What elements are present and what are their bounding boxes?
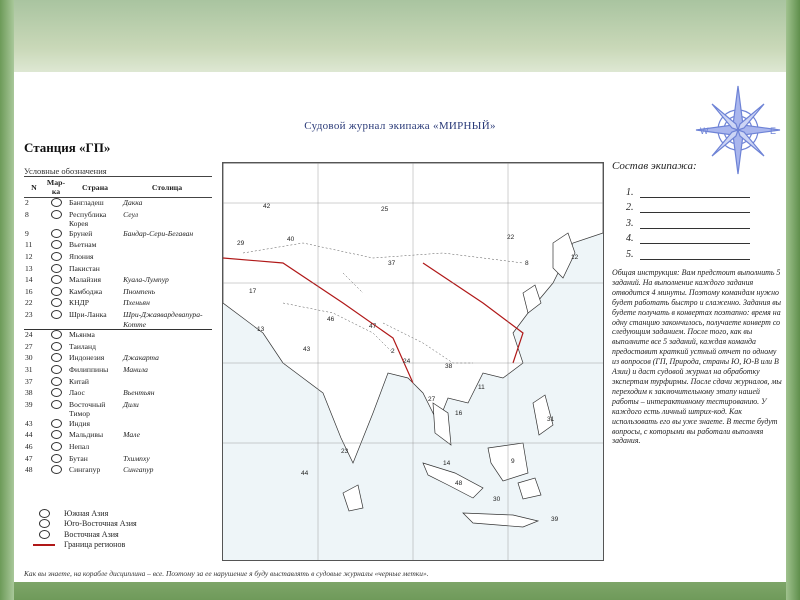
marker-circle-icon[interactable] [51, 365, 62, 374]
marker-circle-icon[interactable] [51, 454, 62, 463]
crew-line[interactable]: 2. [626, 198, 750, 214]
row-number: 8 [25, 209, 29, 219]
row-number: 16 [25, 286, 33, 296]
row-number: 48 [25, 465, 33, 475]
row-capital [122, 240, 212, 252]
header-n: N [24, 177, 44, 198]
row-marker [44, 419, 68, 431]
table-row [24, 342, 212, 354]
row-number: 9 [25, 228, 29, 238]
row-capital [122, 342, 212, 354]
worksheet [14, 72, 786, 582]
row-number: 27 [25, 341, 33, 351]
crew-list [626, 182, 750, 260]
row-country: Индонезия [69, 353, 105, 363]
row-marker [44, 465, 68, 477]
row-country: Республика Корея [69, 209, 107, 229]
row-country: Мальдивы [69, 430, 104, 440]
marker-circle-icon[interactable] [51, 419, 62, 428]
background-right [786, 0, 800, 600]
row-capital [122, 442, 212, 454]
map-label: 48 [455, 480, 463, 487]
general-instructions: Общая инструкция: Вам предстоит выполнить 5 заданий. На выполнение каждого задания отводится 4 минуты. Поэтому командам нужно будет работать быстро и слаженно. Задания вы будете получать в конвертах поэтапно: время на одну станцию закончилось, получаете конверт со следующим заданием. После того, как вы выполните все 5 заданий, каждая команда предоставит краткий устный отчет по одному из вопросов (ГП, Природа, страны Ю, Ю-В или В Азии) и даст судовой журнал на обработку экспертам турфирмы. После сдачи журналов, мы переходим к заключительному этапу нашей работы – интерактивному тестированию. У каждого есть личный штрих-код. Как использовать его вы уже знаете. В тесте будут вопросы, с которыми вы работали выполняя задания. [612, 268, 782, 446]
marker-circle-icon[interactable] [51, 264, 62, 273]
row-number: 43 [25, 418, 33, 428]
map-label: 43 [303, 346, 311, 353]
row-country: Китай [69, 376, 89, 386]
crew-line[interactable]: 5. [626, 244, 750, 260]
row-marker [44, 229, 68, 241]
table-row [24, 275, 212, 287]
row-marker [44, 252, 68, 264]
marker-circle-icon[interactable] [51, 400, 62, 409]
row-country: Восточный Тимор [69, 399, 106, 419]
marker-circle-icon[interactable] [51, 287, 62, 296]
marker-circle-icon[interactable] [51, 465, 62, 474]
table-row [24, 264, 212, 276]
row-number: 14 [25, 275, 33, 285]
table-row [24, 419, 212, 431]
map-label: 22 [507, 234, 515, 241]
row-capital: Дакка [123, 198, 143, 207]
map-label: 13 [257, 326, 265, 333]
map-label: 46 [327, 316, 335, 323]
row-marker [44, 388, 68, 400]
row-number: 24 [24, 330, 44, 342]
map-label: 14 [443, 460, 451, 467]
table-row [24, 310, 212, 330]
row-country: Бруней [69, 228, 93, 238]
row-number: 11 [25, 240, 33, 250]
row-country: Таиланд [69, 341, 96, 351]
map-label: 47 [369, 323, 377, 330]
row-marker [44, 298, 68, 310]
header-country: Страна [68, 177, 122, 198]
table-row [24, 465, 212, 477]
map-label: 42 [263, 203, 271, 210]
map-label: 24 [403, 358, 411, 365]
marker-circle-icon[interactable] [51, 310, 62, 319]
row-country: Вьетнам [69, 240, 97, 250]
marker-circle-icon[interactable] [51, 240, 62, 249]
row-capital [122, 252, 212, 264]
marker-circle-icon[interactable] [39, 530, 50, 539]
row-number: 22 [25, 298, 33, 308]
table-row [24, 377, 212, 389]
row-number: 2 [25, 198, 29, 207]
marker-circle-icon[interactable] [51, 252, 62, 261]
row-capital: Бандар-Сери-Бегаван [123, 228, 194, 238]
map-label: 37 [388, 260, 396, 267]
table-row [24, 430, 212, 442]
table-row [24, 252, 212, 264]
row-capital [122, 377, 212, 389]
marker-circle-icon[interactable] [51, 229, 62, 238]
row-marker [44, 454, 68, 466]
footer-note: Как вы знаете, на корабле дисциплина – все. Поэтому за ее нарушение я буду выставлять в судовые журналы «черные метки». [24, 569, 429, 578]
row-number: 30 [25, 353, 33, 363]
header-capital: Столица [122, 177, 212, 198]
marker-circle-icon[interactable] [51, 353, 62, 362]
row-capital: Джакарта [123, 353, 159, 363]
legend-south-asia: Южная Азия [24, 508, 214, 519]
row-capital: Куала-Лумпур [123, 275, 169, 285]
map-label: 38 [445, 363, 453, 370]
background-left [0, 0, 14, 600]
table-row [24, 330, 212, 342]
map-label: 12 [571, 254, 579, 261]
row-capital [122, 330, 212, 342]
row-country: Бангладеш [69, 198, 104, 207]
row-number: 46 [25, 442, 33, 452]
row-marker [44, 342, 68, 354]
station-title: Станция «ГП» [24, 140, 111, 155]
row-country: Пакистан [69, 263, 100, 273]
row-country: Лаос [69, 388, 85, 398]
crew-heading: Состав экипажа: [612, 160, 697, 172]
marker-circle-icon[interactable] [51, 330, 62, 339]
row-marker [44, 365, 68, 377]
map-label: 17 [249, 288, 257, 295]
row-number: 13 [25, 263, 33, 273]
row-marker [44, 240, 68, 252]
row-country: Индия [69, 418, 90, 428]
map-label: 2 [391, 348, 395, 355]
table-row [24, 287, 212, 299]
row-number: 47 [25, 453, 33, 463]
map-label: 8 [525, 260, 529, 267]
table-row [24, 400, 212, 419]
row-number: 23 [25, 309, 33, 319]
map-label: 40 [287, 236, 295, 243]
map-label: 39 [551, 516, 559, 523]
marker-circle-icon[interactable] [51, 198, 62, 207]
row-marker [44, 275, 68, 287]
row-number: 37 [25, 376, 33, 386]
row-capital: Дили [123, 399, 139, 409]
marker-circle-icon[interactable] [51, 442, 62, 451]
marker-circle-icon[interactable] [51, 275, 62, 284]
table-row [24, 240, 212, 252]
legend-border: Граница регионов [24, 540, 214, 551]
marker-circle-icon[interactable] [51, 210, 62, 219]
row-capital: Манила [123, 364, 148, 374]
page-title: Судовой журнал экипажа «МИРНЫЙ» [304, 120, 496, 132]
marker-circle-icon[interactable] [51, 430, 62, 439]
compass-west-label: W [700, 126, 709, 136]
countries-table [24, 176, 212, 477]
row-marker [44, 400, 68, 419]
map-label: 27 [428, 396, 436, 403]
row-capital: Вьентьян [123, 388, 155, 398]
row-marker [44, 198, 68, 210]
row-capital: Шри-Джаявардевапура-Котте [123, 309, 203, 329]
row-country: Мьянма [68, 330, 122, 342]
row-number: 31 [25, 364, 33, 374]
row-capital [122, 264, 212, 276]
row-capital: Пхеньян [123, 298, 150, 308]
table-row [24, 454, 212, 466]
table-row [24, 388, 212, 400]
border-line-icon [33, 544, 55, 546]
map-label: 23 [341, 448, 349, 455]
row-marker [44, 287, 68, 299]
compass-east-label: E [770, 126, 777, 136]
row-marker [44, 442, 68, 454]
map-label: 9 [511, 458, 515, 465]
row-number: 38 [25, 388, 33, 398]
marker-circle-icon[interactable] [39, 519, 50, 528]
map-label: 30 [493, 496, 501, 503]
row-country: Сингапур [69, 465, 101, 475]
row-marker [44, 330, 68, 342]
row-marker [44, 310, 68, 330]
crew-line[interactable]: 4. [626, 229, 750, 245]
table-row [24, 229, 212, 241]
row-capital: Сеул [123, 209, 139, 219]
table-row [24, 353, 212, 365]
row-capital: Пномпень [123, 286, 156, 296]
marker-circle-icon[interactable] [51, 377, 62, 386]
row-marker [44, 353, 68, 365]
row-country: Непал [69, 442, 90, 452]
marker-circle-icon[interactable] [51, 298, 62, 307]
row-capital: Тхимпху [123, 453, 150, 463]
marker-circle-icon[interactable] [39, 509, 50, 518]
table-row [24, 210, 212, 229]
row-country: Бутан [69, 453, 88, 463]
row-marker [44, 377, 68, 389]
table-row [24, 442, 212, 454]
row-country: Камбоджа [69, 286, 103, 296]
map-label: 25 [381, 206, 389, 213]
row-marker [44, 210, 68, 229]
map-label: 44 [301, 470, 309, 477]
marker-circle-icon[interactable] [51, 388, 62, 397]
row-capital [122, 419, 212, 431]
header-mark: Мар-ка [44, 177, 68, 198]
table-row [24, 198, 212, 210]
table-row [24, 365, 212, 377]
row-marker [44, 430, 68, 442]
row-country: КНДР [69, 298, 89, 308]
row-capital: Сингапур [123, 465, 154, 475]
legend-east-asia: Восточная Азия [24, 529, 214, 540]
row-number: 39 [25, 399, 33, 409]
region-legend [24, 508, 214, 550]
row-country: Япония [69, 251, 94, 261]
crew-line[interactable]: 1. [626, 182, 750, 198]
marker-circle-icon[interactable] [51, 342, 62, 351]
row-capital: Мале [123, 430, 140, 440]
legend-southeast-asia: Юго-Восточная Азия [24, 519, 214, 530]
crew-line[interactable]: 3. [626, 213, 750, 229]
table-row [24, 298, 212, 310]
map-label: 16 [455, 410, 463, 417]
table-body [24, 198, 212, 477]
map-label: 29 [237, 240, 245, 247]
map-label: 11 [478, 384, 485, 391]
row-country: Филиппины [69, 364, 109, 374]
row-country: Шри-Ланка [69, 309, 107, 319]
row-marker [44, 264, 68, 276]
legend-heading: Условные обозначения [24, 166, 107, 176]
row-number: 12 [25, 251, 33, 261]
row-country: Малайзия [69, 275, 101, 285]
row-number: 44 [25, 430, 33, 440]
asia-map [222, 162, 604, 561]
map-label: 31 [547, 416, 555, 423]
